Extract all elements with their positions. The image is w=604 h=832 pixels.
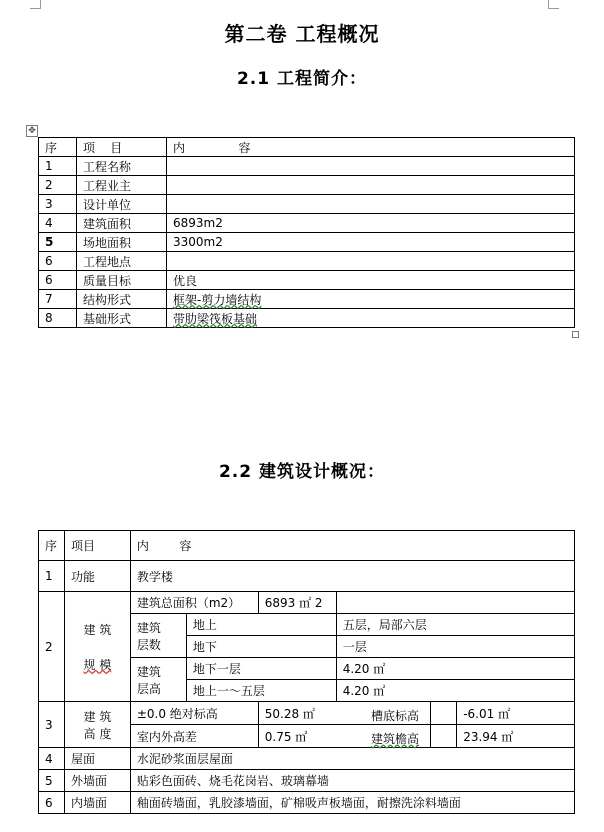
below-ground-label: 地下 bbox=[186, 636, 336, 658]
table-row bbox=[39, 770, 575, 792]
row-no: 5 bbox=[39, 233, 77, 252]
row-content bbox=[167, 157, 575, 176]
row-no: 1 bbox=[39, 157, 77, 176]
below-ground-value: 一层 bbox=[336, 636, 574, 658]
trough-elevation-value: -6.01 ㎡ bbox=[457, 702, 575, 725]
row-content: 釉面砖墙面，乳胶漆墙面，矿棉吸声板墙面，耐擦洗涂料墙面 bbox=[130, 792, 574, 814]
absolute-elevation-value: 50.28 ㎡ bbox=[258, 702, 431, 725]
row-no: 3 bbox=[39, 702, 65, 748]
table-row bbox=[39, 592, 575, 614]
row-item: 场地面积 bbox=[77, 233, 167, 252]
page-corner-mark-right bbox=[548, 0, 559, 9]
basement-height-value: 4.20 ㎡ bbox=[336, 658, 574, 680]
height-label bbox=[130, 658, 186, 702]
table-row bbox=[39, 233, 575, 252]
table-row bbox=[39, 214, 575, 233]
trough-elevation-label bbox=[431, 702, 457, 725]
eave-height-label-text: 建筑檐高 bbox=[371, 732, 420, 746]
row-no: 2 bbox=[39, 592, 65, 702]
row-item bbox=[64, 592, 130, 702]
trough-elevation-label-text: 槽底标高 bbox=[371, 709, 420, 723]
row-no: 4 bbox=[39, 748, 65, 770]
row-item: 外墙面 bbox=[64, 770, 130, 792]
table-row bbox=[39, 195, 575, 214]
label-line: 层高 bbox=[136, 681, 161, 696]
above-ground-value: 五层，局部六层 bbox=[336, 614, 574, 636]
header-no: 序 bbox=[39, 531, 65, 561]
row-item: 功能 bbox=[64, 561, 130, 592]
row-content: 水泥砂浆面层屋面 bbox=[130, 748, 574, 770]
document-title: 第二卷 工程概况 bbox=[224, 22, 380, 46]
total-area-label: 建筑总面积（m2） bbox=[130, 592, 258, 614]
row-no: 5 bbox=[39, 770, 65, 792]
table-row bbox=[39, 290, 575, 309]
row-item: 设计单位 bbox=[77, 195, 167, 214]
row-no: 6 bbox=[39, 252, 77, 271]
label-line: 层数 bbox=[136, 637, 161, 652]
empty-cell bbox=[336, 592, 574, 614]
row-no: 6 bbox=[39, 792, 65, 814]
row-item: 工程地点 bbox=[77, 252, 167, 271]
page-corner-mark-left bbox=[30, 0, 41, 9]
row-content: 教学楼 bbox=[130, 561, 574, 592]
table-header-row bbox=[39, 138, 575, 157]
table-row bbox=[39, 702, 575, 725]
row-item: 建筑面积 bbox=[77, 214, 167, 233]
row-content: 带肋梁筏板基础 bbox=[167, 309, 575, 328]
row-content bbox=[167, 195, 575, 214]
absolute-elevation-label: ±0.0 绝对标高 bbox=[130, 702, 258, 725]
upper-floors-height-label: 地上一～五层 bbox=[186, 680, 336, 702]
table-row bbox=[39, 157, 575, 176]
row-no: 1 bbox=[39, 561, 65, 592]
section2-heading: 2.2 建筑设计概况： bbox=[218, 462, 386, 482]
row-content: 框架-剪力墙结构 bbox=[167, 290, 575, 309]
indoor-outdoor-diff-value: 0.75 ㎡ bbox=[258, 725, 431, 748]
row-content: 6893m2 bbox=[167, 214, 575, 233]
header-content: 内 容 bbox=[130, 531, 574, 561]
item-line: 建 筑 bbox=[83, 622, 112, 637]
floors-label bbox=[130, 614, 186, 658]
section1-heading: 2.1 工程简介： bbox=[236, 69, 368, 89]
row-item: 工程业主 bbox=[77, 176, 167, 195]
upper-floors-height-value: 4.20 ㎡ bbox=[336, 680, 574, 702]
eave-height-value: 23.94 ㎡ bbox=[457, 725, 575, 748]
table-row bbox=[39, 309, 575, 328]
row-content: 3300m2 bbox=[167, 233, 575, 252]
table-move-handle-icon[interactable]: ✥ bbox=[26, 125, 38, 137]
row-item: 基础形式 bbox=[77, 309, 167, 328]
row-item: 工程名称 bbox=[77, 157, 167, 176]
item-line: 规 模 bbox=[83, 657, 112, 672]
header-content: 内 容 bbox=[167, 138, 575, 157]
table-header-row bbox=[39, 531, 575, 561]
table-row bbox=[39, 561, 575, 592]
label-line: 建筑 bbox=[136, 620, 161, 635]
total-area-value: 6893 ㎡ 2 bbox=[258, 592, 336, 614]
table-row bbox=[39, 748, 575, 770]
row-no: 4 bbox=[39, 214, 77, 233]
row-content bbox=[167, 252, 575, 271]
eave-height-label bbox=[431, 725, 457, 748]
table-row bbox=[39, 271, 575, 290]
row-item: 结构形式 bbox=[77, 290, 167, 309]
header-item: 项目 bbox=[64, 531, 130, 561]
indoor-outdoor-diff-label: 室内外高差 bbox=[130, 725, 258, 748]
basement-height-label: 地下一层 bbox=[186, 658, 336, 680]
row-no: 3 bbox=[39, 195, 77, 214]
row-no: 7 bbox=[39, 290, 77, 309]
table-row bbox=[39, 792, 575, 814]
above-ground-label: 地上 bbox=[186, 614, 336, 636]
row-item bbox=[64, 702, 130, 748]
row-content bbox=[167, 176, 575, 195]
header-no: 序 bbox=[39, 138, 77, 157]
row-item: 内墙面 bbox=[64, 792, 130, 814]
building-design-table bbox=[38, 530, 575, 814]
row-no: 8 bbox=[39, 309, 77, 328]
row-content: 优良 bbox=[167, 271, 575, 290]
item-line: 高 度 bbox=[83, 726, 112, 741]
table-row bbox=[39, 176, 575, 195]
item-line: 建 筑 bbox=[83, 709, 112, 724]
header-item: 项 目 bbox=[77, 138, 167, 157]
row-content: 贴彩色面砖、烧毛花岗岩、玻璃幕墙 bbox=[130, 770, 574, 792]
row-no: 6 bbox=[39, 271, 77, 290]
table-row bbox=[39, 252, 575, 271]
label-line: 建筑 bbox=[136, 664, 161, 679]
table-resize-handle[interactable] bbox=[572, 331, 579, 338]
row-item: 质量目标 bbox=[77, 271, 167, 290]
project-summary-table bbox=[38, 137, 575, 328]
row-no: 2 bbox=[39, 176, 77, 195]
row-item: 屋面 bbox=[64, 748, 130, 770]
